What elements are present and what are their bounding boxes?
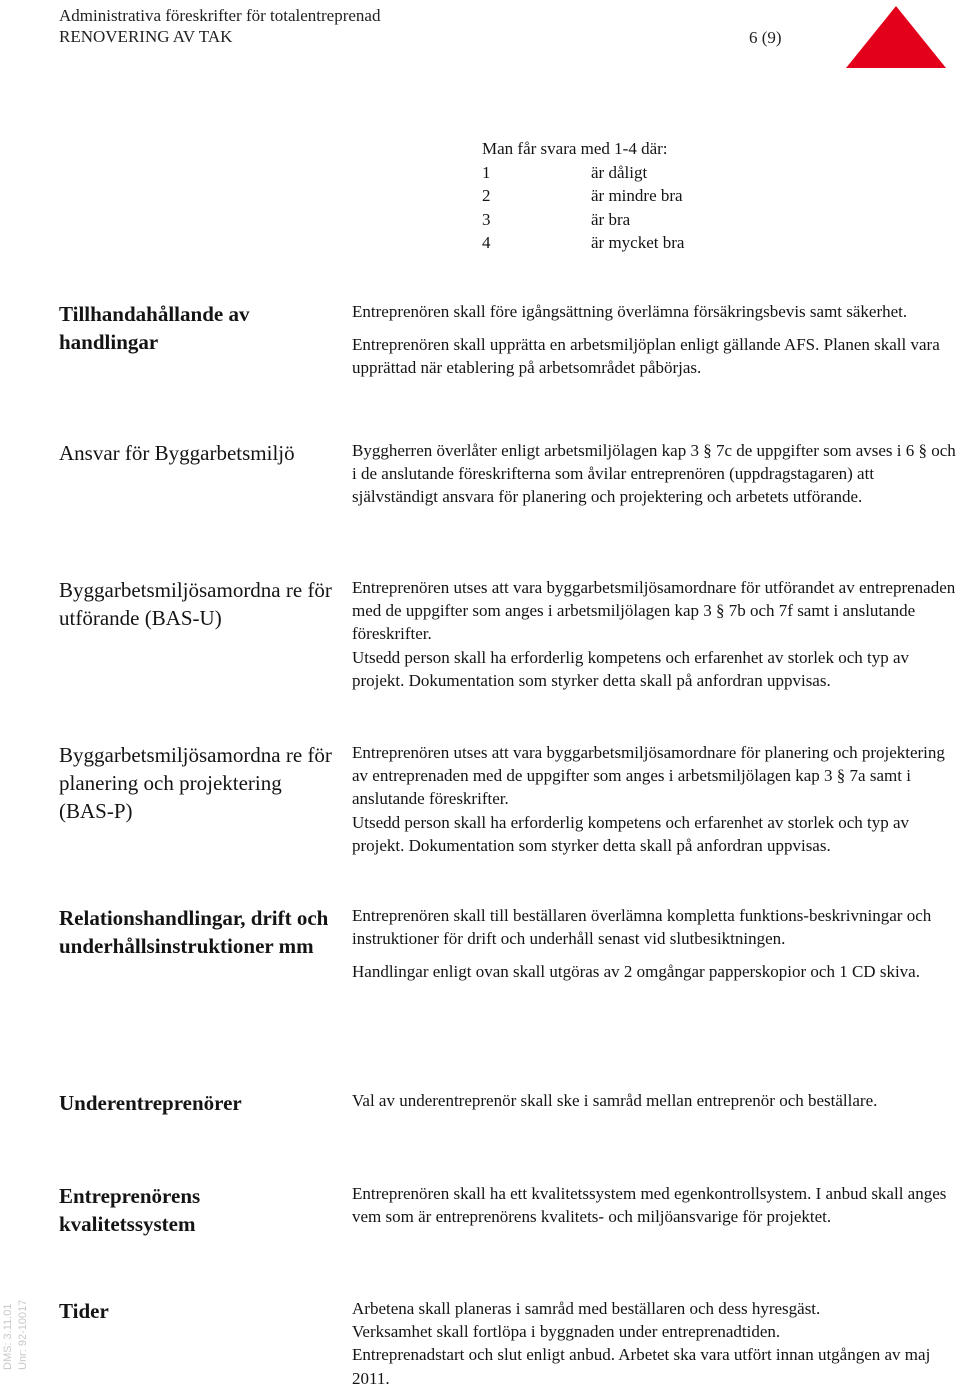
section-body bbox=[352, 1089, 960, 1112]
header-title: Administrativa föreskrifter för totalentreprenad bbox=[59, 6, 381, 25]
section-heading: Relationshandlingar, drift och underhållsinstruktioner mm bbox=[59, 906, 329, 958]
rating-value: 4 bbox=[482, 233, 491, 252]
section-body bbox=[352, 576, 960, 692]
section-body bbox=[352, 1182, 960, 1228]
section-body bbox=[352, 1297, 960, 1390]
document-number: Unr: 92-10017 bbox=[17, 1299, 29, 1370]
section-body bbox=[352, 300, 960, 380]
section-paragraph: Entreprenadstart och slut enligt anbud. Arbetet ska vara utfört innan utgången av maj 2011. bbox=[352, 1345, 931, 1388]
red-triangle-logo-icon bbox=[846, 6, 946, 68]
section-heading: Byggarbetsmiljösamordna re för planering och projektering (BAS-P) bbox=[59, 743, 332, 823]
section-paragraph: Utsedd person skall ha erforderlig kompetens och erfarenhet av storlek och typ av projekt. Dokumentation som styrker detta skall på anfordran uppvisas. bbox=[352, 647, 910, 690]
section-body bbox=[352, 904, 960, 984]
rating-value: 3 bbox=[482, 209, 491, 229]
section-heading: Byggarbetsmiljösamordna re för utförande (BAS-U) bbox=[59, 578, 332, 630]
section-paragraph: Verksamhet skall fortlöpa i byggnaden under entreprenadtiden. bbox=[352, 1322, 781, 1342]
header-project: RENOVERING AV TAK bbox=[59, 27, 233, 46]
section-heading: Tider bbox=[59, 1299, 109, 1323]
rating-scale-row bbox=[482, 184, 684, 208]
rating-scale-intro: Man får svara med 1-4 där: bbox=[482, 139, 668, 158]
section-paragraph: Entreprenören skall ha ett kvalitetssystem med egenkontrollsystem. I anbud skall anges vem som är entreprenörens kvalitets- och miljöansvarige för projektet. bbox=[352, 1184, 947, 1227]
page-number: 6 (9) bbox=[749, 28, 782, 47]
section-paragraph: Entreprenören utses att vara byggarbetsmiljösamordnare för utförandet av entreprenaden med de uppgifter som anges i arbetsmiljölagen kap 3 § 7b och 7f samt i anslutande föreskrifter. bbox=[352, 578, 956, 644]
rating-scale-row bbox=[482, 231, 684, 255]
section-heading: Tillhandahållande av handlingar bbox=[59, 302, 250, 354]
section-heading: Ansvar för Byggarbetsmiljö bbox=[59, 441, 295, 465]
rating-description: är dåligt bbox=[591, 162, 648, 182]
section-paragraph: Arbetena skall planeras i samråd med beställaren och dess hyresgäst. bbox=[352, 1299, 821, 1318]
rating-description: är bra bbox=[591, 209, 631, 229]
rating-description: är mindre bra bbox=[591, 186, 683, 205]
rating-value: 2 bbox=[482, 186, 491, 205]
section-paragraph: Entreprenören skall upprätta en arbetsmiljöplan enligt gällande AFS. Planen skall vara upprättad när etablering på arbetsområdet påbörjas. bbox=[352, 335, 940, 378]
rating-scale-row bbox=[482, 161, 684, 185]
rating-scale bbox=[482, 137, 684, 255]
rating-description: är mycket bra bbox=[591, 233, 685, 252]
section-heading: Entreprenörens kvalitetssystem bbox=[59, 1184, 201, 1236]
section-paragraph: Utsedd person skall ha erforderlig kompetens och erfarenhet av storlek och typ av projekt. Dokumentation som styrker detta skall på anfordran uppvisas. bbox=[352, 812, 910, 855]
section-body bbox=[352, 439, 960, 509]
section-paragraph: Val av underentreprenör skall ske i samråd mellan entreprenör och beställare. bbox=[352, 1091, 878, 1110]
section-paragraph: Byggherren överlåter enligt arbetsmiljölagen kap 3 § 7c de uppgifter som avses i 6 § och i de anslutande föreskrifterna som åvilar entreprenören (uppdragstagaren) att självständigt ansvara för planering och projektering och arbetets utförande. bbox=[352, 441, 956, 507]
document-id-margin-note bbox=[0, 1282, 34, 1372]
document-header bbox=[59, 5, 819, 47]
section-heading: Underentreprenörer bbox=[59, 1091, 242, 1115]
rating-scale-row bbox=[482, 208, 684, 232]
dms-code: DMS: 3.11.01 bbox=[2, 1303, 14, 1370]
rating-value: 1 bbox=[482, 162, 491, 182]
section-paragraph: Entreprenören skall före igångsättning överlämna försäkringsbevis samt säkerhet. bbox=[352, 302, 908, 321]
section-paragraph: Entreprenören skall till beställaren överlämna kompletta funktions-beskrivningar och instruktioner för drift och underhåll senast vid slutbesiktningen. bbox=[352, 906, 932, 949]
section-paragraph: Handlingar enligt ovan skall utgöras av 2 omgångar papperskopior och 1 CD skiva. bbox=[352, 962, 920, 982]
section-body bbox=[352, 741, 960, 857]
section-paragraph: Entreprenören utses att vara byggarbetsmiljösamordnare för planering och projektering av entreprenaden med de uppgifter som anges i arbetsmiljölagen kap 3 § 7a samt i anslutande föreskrifter. bbox=[352, 743, 945, 809]
